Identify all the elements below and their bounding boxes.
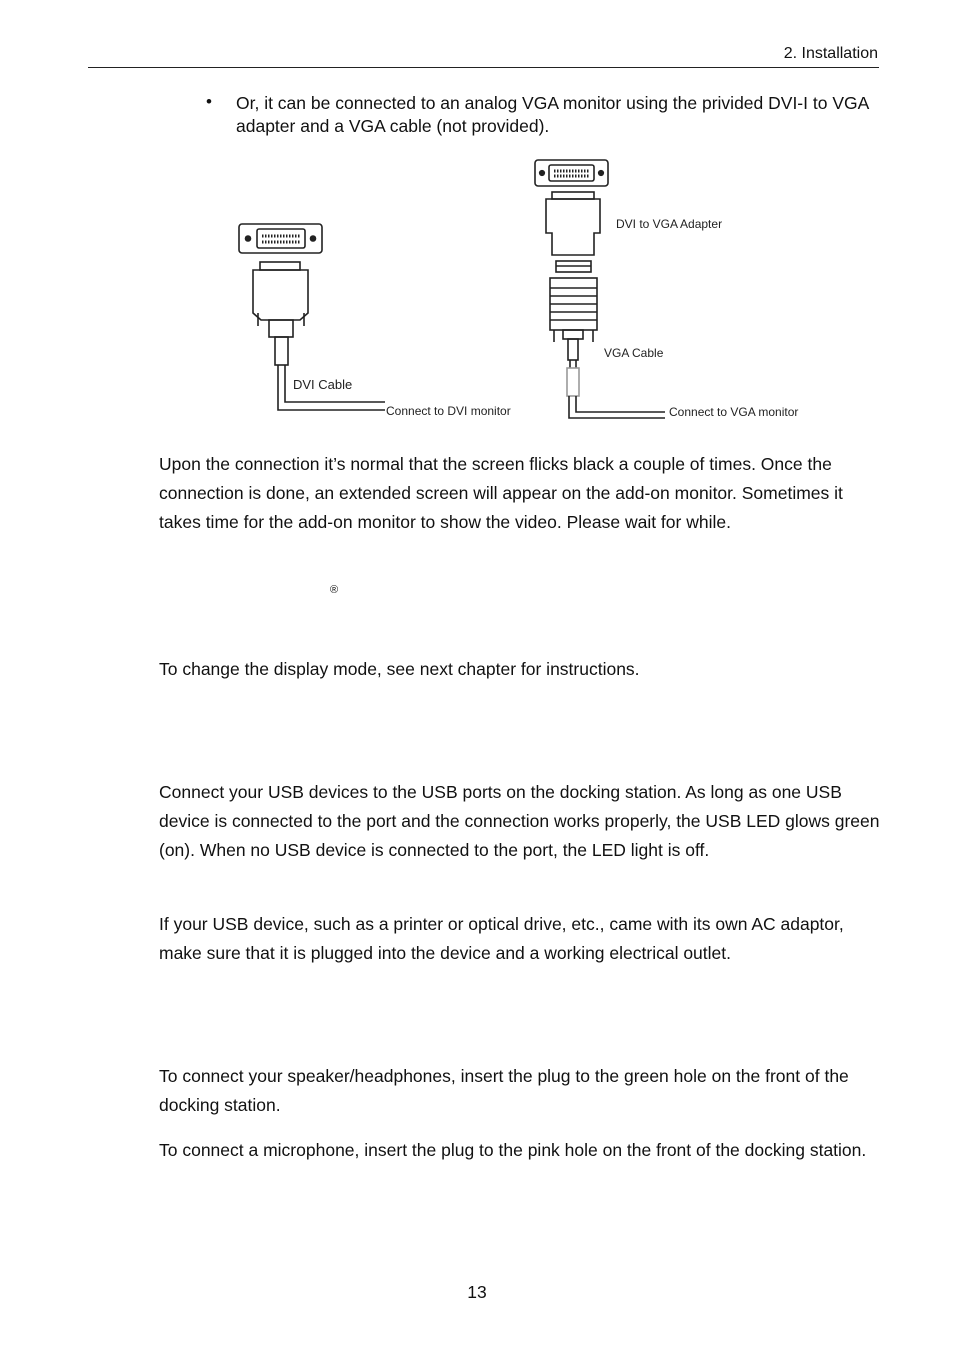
registered-mark: ®	[330, 584, 339, 596]
usb-adaptor-paragraph: If your USB device, such as a printer or optical drive, etc., came with its own AC adaptor, make sure that it is plugged into the device and a working electrical outlet.	[159, 914, 844, 963]
dvi-to-vga-adapter-icon	[546, 192, 600, 272]
bullet-symbol: •	[206, 92, 212, 111]
page-number: 13	[467, 1282, 487, 1302]
header-divider	[88, 67, 879, 68]
running-header: 2. Installation	[783, 45, 878, 62]
connection-diagram	[220, 150, 820, 435]
dvi-port-right-icon	[535, 160, 608, 186]
bullet-text: Or, it can be connected to an analog VGA monitor using the privided DVI-I to VGA adapter and a VGA cable (not provided).	[236, 93, 869, 136]
connection-note-paragraph: Upon the connection it’s normal that the screen flicks black a couple of times. Once the connection is done, an extended screen will appear on the add-on monitor. Sometimes it takes time for the add-on monitor to show the video. Please wait for while.	[159, 454, 843, 532]
vga-cable-label: VGA Cable	[604, 346, 664, 360]
adapter-label: DVI to VGA Adapter	[616, 217, 723, 231]
speaker-paragraph: To connect your speaker/headphones, insert the plug to the green hole on the front of the docking station.	[159, 1066, 849, 1115]
dvi-port-left-icon	[239, 224, 322, 253]
display-mode-paragraph: To change the display mode, see next chapter for instructions.	[159, 659, 640, 679]
microphone-paragraph: To connect a microphone, insert the plug to the pink hole on the front of the docking station.	[159, 1140, 867, 1160]
usb-connect-paragraph: Connect your USB devices to the USB ports on the docking station. As long as one USB device is connected to the port and the connection works properly, the USB LED glows green (on). When no USB device is connected to the port, the LED light is off.	[159, 782, 880, 860]
dvi-cable-label: DVI Cable	[293, 377, 353, 392]
vga-monitor-label: Connect to VGA monitor	[669, 405, 799, 419]
dvi-monitor-label: Connect to DVI monitor	[386, 404, 511, 418]
